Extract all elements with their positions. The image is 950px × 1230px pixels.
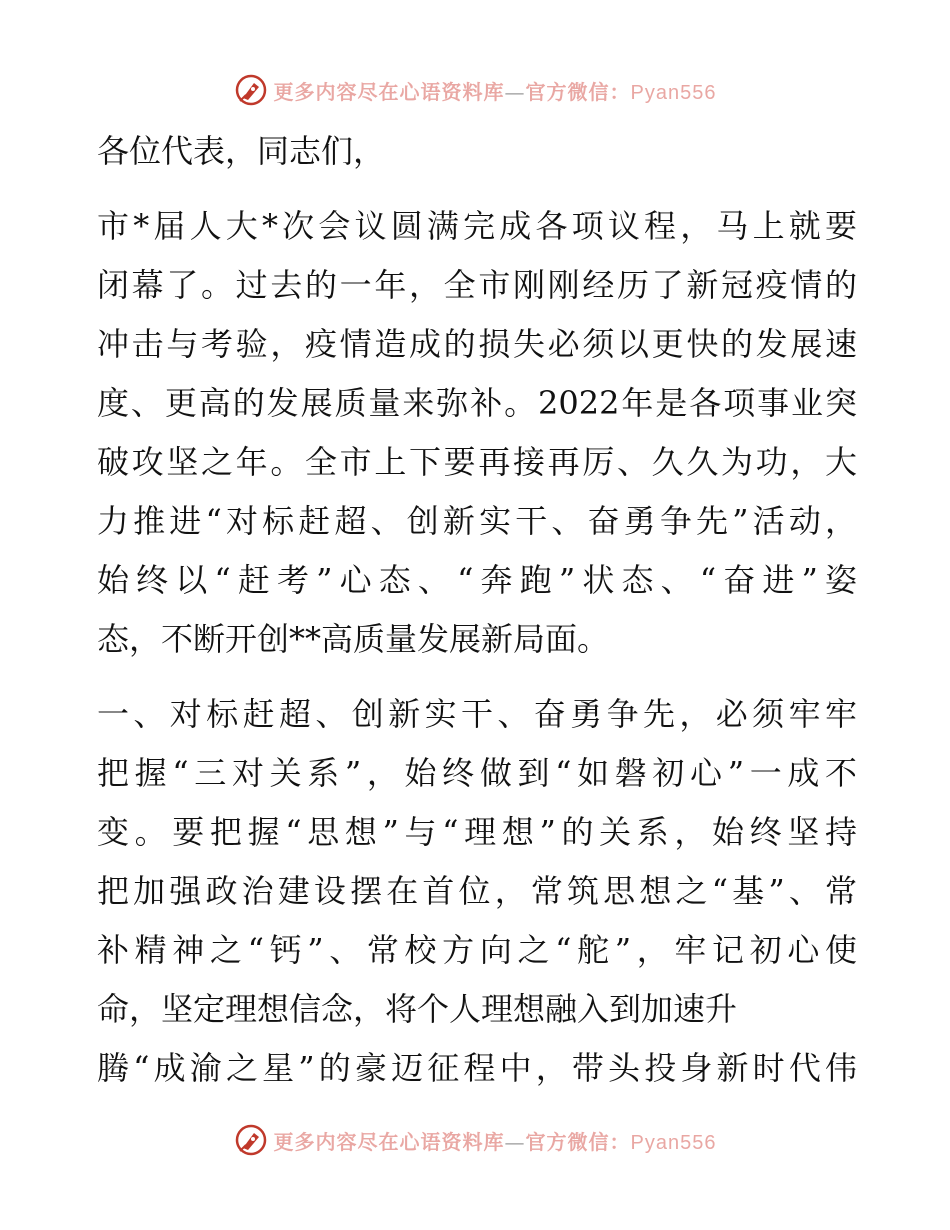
watermark-header [0, 70, 950, 110]
text-line: 把握“三对关系”，始终做到“如磐初心”一成不 [97, 754, 857, 792]
watermark-wechat-label: 官方微信： [525, 79, 631, 104]
watermark-wechat-id: Pyan556 [630, 1131, 717, 1154]
text-line: 力推进“对标赶超、创新实干、奋勇争先”活动， [97, 502, 857, 540]
watermark-text [274, 76, 717, 105]
text-line: 态，不断开创**高质量发展新局面。 [97, 620, 610, 658]
paragraph [97, 685, 857, 1098]
text-line: 变。要把握“思想”与“理想”的关系，始终坚持 [97, 813, 857, 851]
text-line: 度、更高的发展质量来弥补。2022年是各项事业突 [97, 384, 857, 422]
text-line: 冲击与考验，疫情造成的损失必须以更快的发展速 [97, 325, 857, 363]
text-line: 命，坚定理想信念，将个人理想融入到加速升 [97, 990, 738, 1028]
text-line: 市*届人大*次会议圆满完成各项议程，马上就要 [97, 207, 857, 245]
watermark-dash: — [504, 1129, 526, 1154]
watermark-wechat-id: Pyan556 [630, 81, 717, 104]
pen-nib-logo-icon [234, 1123, 268, 1157]
paragraph [97, 197, 857, 669]
text-line: 腾“成渝之星”的豪迈征程中，带头投身新时代伟 [97, 1049, 857, 1087]
document-body [97, 122, 857, 1114]
watermark-footer [0, 1120, 950, 1160]
text-line: 把加强政治建设摆在首位，常筑思想之“基”、常 [97, 872, 857, 910]
pen-nib-logo-icon [234, 73, 268, 107]
watermark-dash: — [504, 79, 526, 104]
watermark-brand: 更多内容尽在心语资料库 [273, 79, 505, 104]
watermark-text [274, 1126, 717, 1155]
paragraph [97, 122, 857, 181]
text-line: 补精神之“钙”、常校方向之“舵”，牢记初心使 [97, 931, 857, 969]
text-line: 始终以“赶考”心态、“奔跑”状态、“奋进”姿 [97, 561, 857, 599]
text-line: 闭幕了。过去的一年，全市刚刚经历了新冠疫情的 [97, 266, 857, 304]
text-line: 一、对标赶超、创新实干、奋勇争先，必须牢牢 [97, 695, 857, 733]
text-line: 各位代表，同志们， [97, 132, 386, 170]
watermark-brand: 更多内容尽在心语资料库 [273, 1129, 505, 1154]
text-line: 破攻坚之年。全市上下要再接再厉、久久为功，大 [97, 443, 857, 481]
watermark-wechat-label: 官方微信： [525, 1129, 631, 1154]
